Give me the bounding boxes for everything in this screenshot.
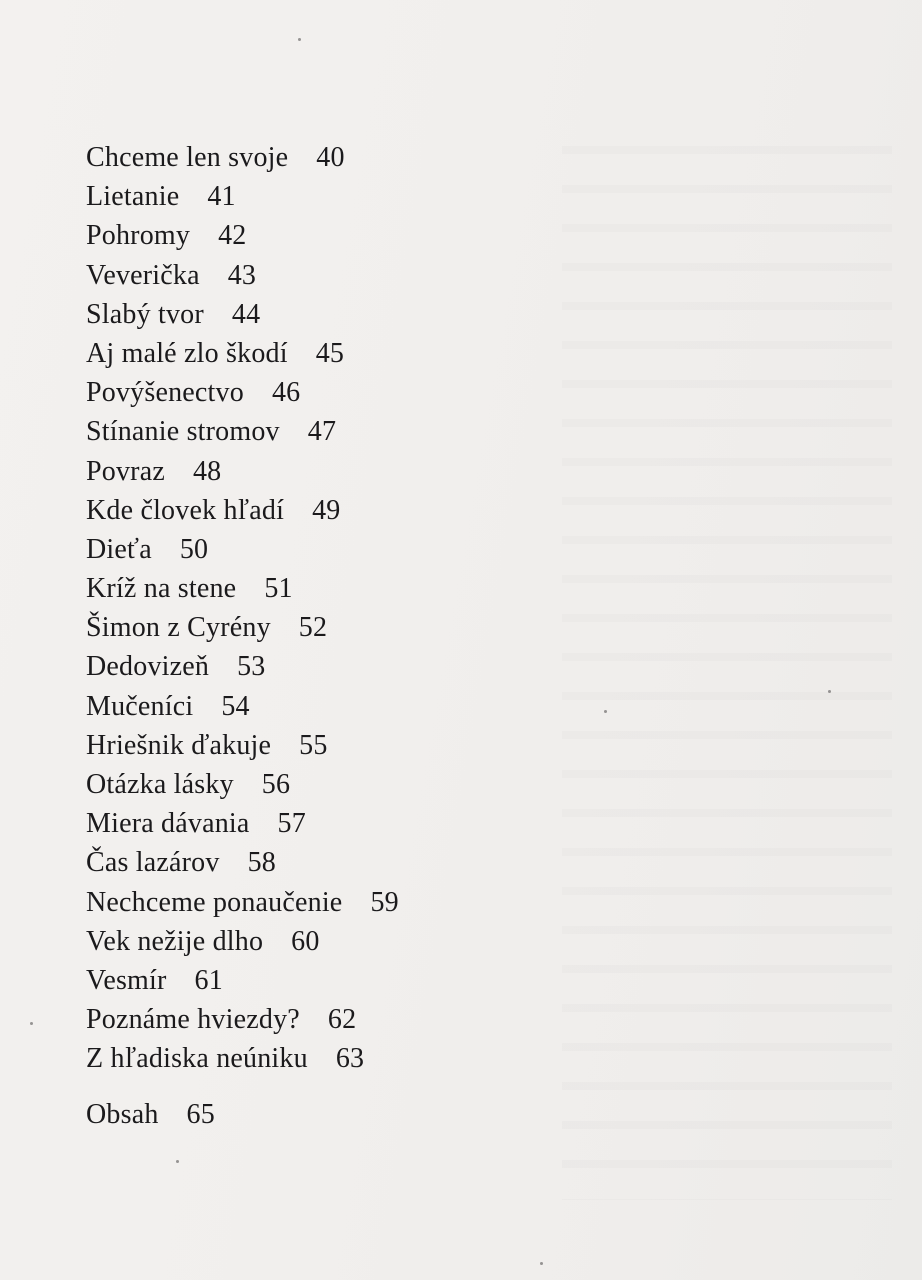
toc-entry-page: 43 — [227, 259, 257, 291]
toc-entry-page: 56 — [261, 769, 291, 800]
toc-entry-contents — [86, 1095, 399, 1134]
toc-entry-title: Otázka lásky — [86, 769, 234, 800]
toc-entry-title: Dieťa — [86, 533, 152, 565]
toc-entry-title: Aj malé zlo škodí — [86, 337, 288, 369]
toc-entry-page: 60 — [291, 925, 320, 957]
toc-entry-page: 57 — [277, 808, 306, 840]
toc-entry-page: 51 — [264, 573, 293, 605]
toc-entry-title: Vek nežije dlho — [86, 925, 264, 957]
toc-entry-title: Veverička — [86, 259, 200, 291]
toc-entry-page: 63 — [335, 1043, 365, 1075]
toc-entry-page: 44 — [231, 298, 261, 330]
toc-entry-page: 52 — [298, 612, 328, 644]
paper-speck — [604, 710, 607, 713]
toc-entry-title: Vesmír — [86, 964, 167, 996]
paper-speck — [828, 690, 831, 693]
toc-entry-title: Poznáme hviezdy? — [86, 1004, 300, 1036]
toc-entry — [86, 804, 399, 843]
toc-entry — [86, 452, 399, 491]
toc-entry — [86, 530, 399, 569]
toc-entry — [86, 373, 399, 412]
toc-entry-title: Čas lazárov — [86, 847, 220, 879]
toc-entry-title: Z hľadiska neúniku — [86, 1043, 308, 1075]
toc-entry-title: Miera dávania — [86, 808, 250, 840]
toc-entry-title: Stínanie stromov — [86, 416, 280, 448]
paper-speck — [540, 1262, 543, 1265]
toc-entry — [86, 765, 399, 804]
toc-entry-title: Slabý tvor — [86, 298, 204, 330]
toc-entry — [86, 491, 399, 530]
paper-speck — [30, 1022, 33, 1025]
toc-entry-page: 45 — [315, 337, 345, 369]
toc-entry-title: Povýšenectvo — [86, 377, 244, 409]
toc-entry-title: Dedovizeň — [86, 651, 210, 683]
toc-entry-title: Pohromy — [86, 220, 191, 252]
toc-entry — [86, 726, 399, 765]
table-of-contents — [86, 138, 399, 1134]
toc-entry-page: 41 — [207, 181, 236, 213]
toc-entry-title: Chceme len svoje — [86, 142, 289, 173]
toc-entry-page: 65 — [186, 1098, 215, 1130]
toc-entry-title: Obsah — [86, 1098, 159, 1130]
toc-entry-title: Šimon z Cyrény — [86, 612, 271, 644]
toc-entry — [86, 569, 399, 608]
toc-entry — [86, 295, 399, 334]
toc-entry — [86, 1039, 399, 1078]
toc-entry-title: Hriešnik ďakuje — [86, 729, 272, 761]
toc-entry-page: 46 — [271, 377, 301, 409]
toc-entry-title: Mučeníci — [86, 690, 194, 722]
toc-entry-page: 55 — [299, 729, 328, 761]
toc-entry-page: 53 — [237, 651, 266, 683]
toc-entry-page: 61 — [194, 964, 223, 996]
toc-entry — [86, 177, 399, 216]
toc-entry — [86, 412, 399, 451]
toc-entry-page: 59 — [370, 886, 399, 918]
toc-entry-page: 48 — [192, 455, 222, 487]
toc-entry — [86, 334, 399, 373]
toc-entry-title: Lietanie — [86, 181, 180, 213]
paper-speck — [176, 1160, 179, 1163]
toc-entry — [86, 843, 399, 882]
toc-entry-page: 62 — [327, 1004, 357, 1036]
toc-entry-page: 49 — [312, 494, 341, 526]
toc-spacer — [86, 1079, 399, 1095]
toc-entry — [86, 883, 399, 922]
toc-entry-title: Kríž na stene — [86, 573, 237, 605]
toc-entry — [86, 138, 399, 177]
toc-entry-page: 40 — [316, 142, 345, 173]
toc-entry — [86, 647, 399, 686]
toc-entry-page: 47 — [307, 416, 337, 448]
toc-entry — [86, 216, 399, 255]
toc-entry-title: Nechceme ponaučenie — [86, 886, 343, 918]
toc-entry-page: 54 — [221, 690, 250, 722]
toc-entry-page: 58 — [247, 847, 276, 879]
toc-entry — [86, 256, 399, 295]
toc-entry-title: Povraz — [86, 455, 165, 487]
toc-entry — [86, 922, 399, 961]
toc-entry-page: 42 — [218, 220, 247, 252]
toc-entry-title: Kde človek hľadí — [86, 494, 285, 526]
toc-entry-page: 50 — [179, 533, 209, 565]
toc-entry — [86, 608, 399, 647]
toc-entry — [86, 687, 399, 726]
paper-speck — [298, 38, 301, 41]
toc-entry — [86, 961, 399, 1000]
toc-entry — [86, 1000, 399, 1039]
reverse-side-show-through — [562, 120, 892, 1200]
